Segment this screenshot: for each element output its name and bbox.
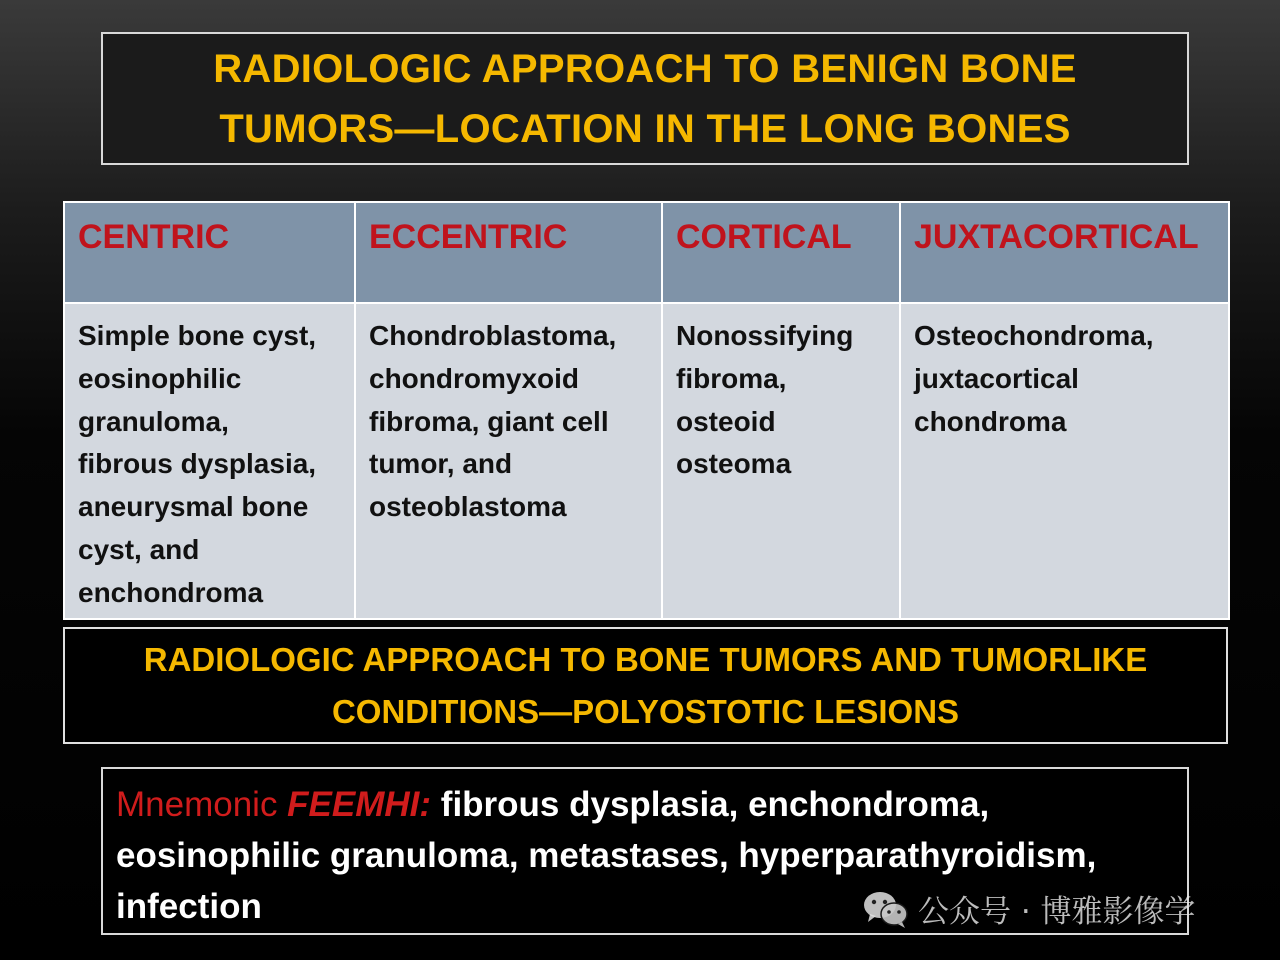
header-cortical: CORTICAL	[662, 202, 900, 303]
watermark	[862, 886, 1196, 931]
mnemonic-text: fibrous dysplasia, enchondroma,	[431, 785, 990, 824]
slide-title	[101, 32, 1189, 165]
cell-text-line: Nonossifying	[676, 320, 854, 351]
mnemonic-label: Mnemonic	[116, 785, 288, 824]
cell-text-line: enchondroma	[78, 576, 264, 608]
header-eccentric: ECCENTRIC	[355, 202, 662, 303]
cell-text-line: osteoblastoma	[369, 491, 567, 523]
mnemonic-acronym: FEEMHI:	[287, 785, 432, 824]
cell-eccentric	[355, 303, 662, 619]
header-centric: CENTRIC	[64, 202, 355, 303]
cell-text-line: juxtacortical	[914, 362, 1079, 394]
cell-text-line: fibrous dysplasia,	[78, 448, 317, 480]
wechat-icon	[862, 889, 910, 929]
cell-text-line: Simple bone cyst,	[78, 320, 317, 351]
slide-title-line-2: TUMORS—LOCATION IN THE LONG BONES	[219, 106, 1071, 151]
cell-text-line: tumor, and	[369, 448, 513, 480]
cell-text-line: Chondroblastoma,	[369, 320, 617, 351]
polyostotic-heading	[63, 627, 1228, 744]
cell-text-line: chondromyxoid	[369, 362, 580, 394]
table-header-row	[64, 202, 1229, 303]
cell-text-line: eosinophilic	[78, 362, 242, 394]
cell-text-line: chondroma	[914, 405, 1067, 437]
slide-title-line-1: RADIOLOGIC APPROACH TO BENIGN BONE	[213, 46, 1077, 91]
mnemonic-line-1	[116, 779, 1175, 830]
cell-centric	[64, 303, 355, 619]
cell-text-line: fibroma, giant cell	[369, 405, 609, 437]
cell-text-line: Osteochondroma,	[914, 320, 1154, 351]
cell-text-line: granuloma,	[78, 405, 229, 437]
polyostotic-heading-line-1: RADIOLOGIC APPROACH TO BONE TUMORS AND TUMORLIKE	[143, 640, 1148, 678]
cell-text-line: aneurysmal bone	[78, 491, 309, 523]
cell-juxtacortical	[900, 303, 1229, 619]
header-juxtacortical: JUXTACORTICAL	[900, 202, 1229, 303]
cell-text-line: cyst, and	[78, 533, 200, 565]
mnemonic-line-3: infection	[116, 887, 262, 926]
watermark-text: 公众号 · 博雅影像学	[918, 894, 1196, 930]
location-table	[63, 201, 1230, 620]
table-row	[64, 303, 1229, 619]
polyostotic-heading-line-2: CONDITIONS—POLYOSTOTIC LESIONS	[331, 692, 960, 730]
cell-text-line: fibroma,	[676, 362, 787, 394]
mnemonic-line-2: eosinophilic granuloma, metastases, hyperparathyroidism,	[116, 836, 1097, 875]
cell-cortical	[662, 303, 900, 619]
cell-text-line: osteoid	[676, 405, 776, 437]
cell-text-line: osteoma	[676, 448, 792, 480]
